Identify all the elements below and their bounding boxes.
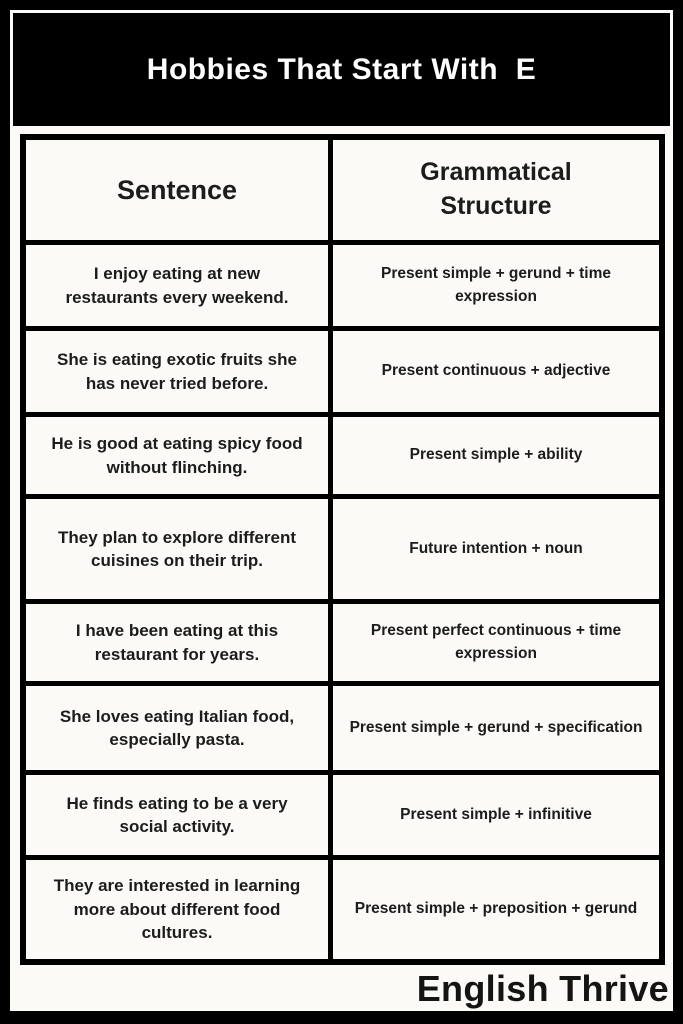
table-row-6-sentence-cell <box>26 686 328 770</box>
structure-text: Present simple + ability <box>409 446 583 464</box>
table-row-6-structure-cell <box>333 686 659 770</box>
structure-text: Present simple + gerund + specification <box>349 718 643 736</box>
table-row-1-structure-cell <box>333 245 659 326</box>
table-row-3-sentence-cell <box>26 417 328 494</box>
sentence-text: I enjoy eating at new restaurants every weekend. <box>65 264 289 307</box>
structure-text: Present simple + preposition + gerund <box>354 900 638 918</box>
column-header-structure <box>333 140 659 240</box>
sentence-text: She loves eating Italian food, especially pasta. <box>59 706 295 749</box>
table-row-7-structure-cell <box>333 775 659 855</box>
title-banner <box>13 13 670 126</box>
column-header-sentence-label: Sentence <box>116 174 238 205</box>
structure-text: Present simple + gerund + time expression <box>381 265 611 305</box>
sentence-text: He finds eating to be a very social activity. <box>66 793 288 836</box>
table-row-1-sentence-cell <box>26 245 328 326</box>
brand-name: English Thrive <box>416 968 669 1010</box>
grammar-table <box>20 134 665 965</box>
structure-text: Present perfect continuous + time expression <box>370 622 622 662</box>
table-row-5-structure-cell <box>333 604 659 681</box>
table-row-2-structure-cell <box>333 331 659 412</box>
sentence-text: I have been eating at this restaurant for years. <box>75 621 279 664</box>
table-row-8-sentence-cell <box>26 860 328 959</box>
sentence-text: They are interested in learning more about different food cultures. <box>53 876 301 943</box>
brand-footer <box>417 969 669 1009</box>
structure-text: Present simple + infinitive <box>400 805 592 823</box>
column-header-sentence <box>26 140 328 240</box>
table-row-4-sentence-cell <box>26 499 328 599</box>
table-row-5-sentence-cell <box>26 604 328 681</box>
table-row-4-structure-cell <box>333 499 659 599</box>
sentence-text: They plan to explore different cuisines on their trip. <box>57 527 297 570</box>
structure-text: Present continuous + adjective <box>381 362 611 380</box>
structure-text: Future intention + noun <box>409 539 583 557</box>
content-area <box>10 10 673 1011</box>
table-row-3-structure-cell <box>333 417 659 494</box>
column-header-structure-label: Grammatical Structure <box>420 158 572 220</box>
sentence-text: She is eating exotic fruits she has never tried before. <box>57 350 297 393</box>
table-row-8-structure-cell <box>333 860 659 959</box>
sentence-text: He is good at eating spicy food without flinching. <box>51 434 303 477</box>
table-row-7-sentence-cell <box>26 775 328 855</box>
page-title: Hobbies That Start With E <box>146 52 537 86</box>
table-row-2-sentence-cell <box>26 331 328 412</box>
